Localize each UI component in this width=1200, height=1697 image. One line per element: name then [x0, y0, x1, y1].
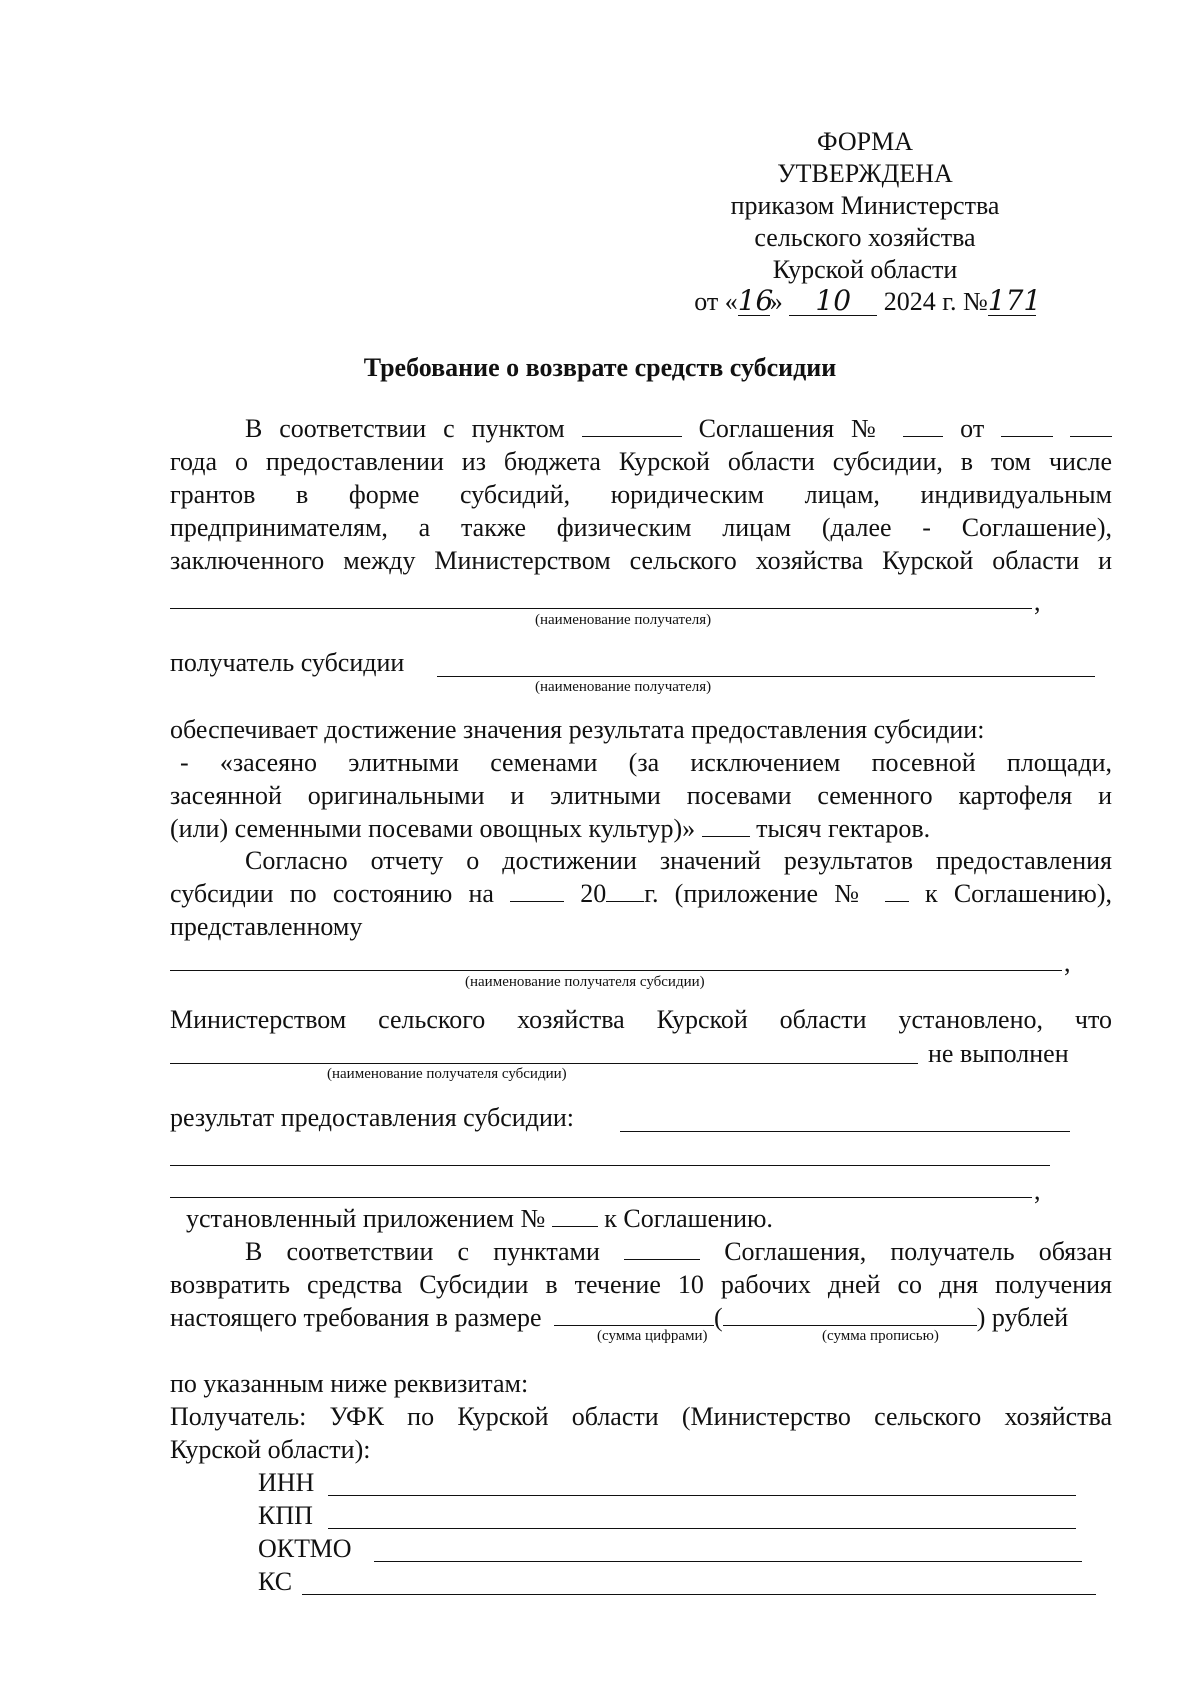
- agreement-date-blank: [1001, 414, 1053, 437]
- result-line-b: [170, 1165, 1050, 1166]
- recipient-name-line: [170, 608, 1032, 609]
- sum-words-blank: [723, 1303, 977, 1326]
- report-line-1: Согласно отчету о достижении значений результатов предоставления: [245, 846, 1112, 875]
- subsidy-recipient-line: [437, 676, 1095, 677]
- appendix-number-blank: [552, 1204, 598, 1227]
- report-line-2: субсидии по состоянию на 20 г. (приложение № к Соглашению),: [170, 879, 1112, 908]
- sum-digits-caption: (сумма цифрами): [597, 1328, 708, 1344]
- refund-line-2: возвратить средства Субсидии в течение 10 рабочих дней со дня получения: [170, 1270, 1112, 1299]
- agreement-number-blank: [903, 414, 943, 437]
- hectares-blank: [702, 814, 750, 837]
- report-line-3: представленному: [170, 912, 363, 941]
- result-line-3: засеянной оригинальными и элитными посевами семенного картофеля и: [170, 781, 1112, 810]
- report-recipient-caption: (наименование получателя субсидии): [465, 974, 705, 990]
- recipient-name-caption: (наименование получателя): [535, 612, 712, 628]
- comma: ,: [1034, 587, 1041, 616]
- handwritten-order-number: 171: [987, 284, 1042, 317]
- paragraph-agreement: [170, 412, 1112, 577]
- result-line-1: обеспечивает достижение значения результата предоставления субсидии:: [170, 715, 985, 744]
- sum-digits-blank: [554, 1303, 714, 1326]
- order-label: приказом Министерства: [730, 191, 1000, 220]
- ministry-label: сельского хозяйства: [754, 223, 976, 252]
- result-line-4: (или) семенными посевами овощных культур)» тысяч гектаров.: [170, 814, 931, 843]
- paragraph-report: [170, 844, 1112, 943]
- finding-recipient-caption: (наименование получателя субсидии): [327, 1066, 567, 1082]
- ks-field-line: [302, 1594, 1096, 1595]
- finding-line-1: Министерством сельского хозяйства Курской области установлено, что: [170, 1005, 1112, 1034]
- inn-label: ИНН: [258, 1468, 315, 1497]
- document-title: Требование о возврате средств субсидии: [363, 353, 837, 382]
- order-date-line: от «16» 10 2024 г. №171: [694, 284, 1042, 317]
- inn-field-line: [328, 1495, 1076, 1496]
- clauses-blank: [624, 1237, 700, 1260]
- sum-words-caption: (сумма прописью): [822, 1328, 939, 1344]
- result-line-c: [170, 1197, 1032, 1198]
- region-label: Курской области: [772, 255, 958, 284]
- paragraph-result: [170, 713, 1112, 845]
- appendix-line: установленный приложением № к Соглашению.: [186, 1204, 773, 1233]
- paragraph-refund: [170, 1235, 1112, 1334]
- not-fulfilled-text: не выполнен: [928, 1039, 1069, 1068]
- handwritten-month: 10: [789, 287, 877, 316]
- form-label: ФОРМА: [817, 127, 913, 156]
- subsidy-recipient-caption: (наименование получателя): [535, 679, 712, 695]
- clause-number-blank: [582, 414, 682, 437]
- agreement-year-blank: [1070, 414, 1112, 437]
- refund-line-3: настоящего требования в размере ( ) рублей: [170, 1303, 1069, 1332]
- agreement-line-5: заключенного между Министерством сельского хозяйства Курской области и: [170, 546, 1112, 575]
- report-recipient-line: [170, 970, 1062, 971]
- ks-label: КС: [258, 1567, 293, 1596]
- agreement-line-2: года о предоставлении из бюджета Курской области субсидии, в том числе: [170, 447, 1112, 476]
- result-label: результат предоставления субсидии:: [170, 1103, 574, 1132]
- result-line-a: [620, 1131, 1070, 1132]
- agreement-line-4: предпринимателям, а также физическим лицам (далее - Соглашение),: [170, 513, 1112, 542]
- refund-line-1: В соответствии с пунктами Соглашения, получатель обязан: [245, 1237, 1112, 1266]
- subsidy-recipient-label: получатель субсидии: [170, 648, 405, 677]
- details-intro: по указанным ниже реквизитам:: [170, 1369, 529, 1398]
- approved-label: УТВЕРЖДЕНА: [777, 159, 953, 188]
- kpp-field-line: [328, 1528, 1076, 1529]
- result-line-2: - «засеяно элитными семенами (за исключением посевной площади,: [180, 748, 1112, 777]
- finding-recipient-line: [170, 1063, 918, 1064]
- oktmo-label: ОКТМО: [258, 1534, 352, 1563]
- payment-details: [170, 1367, 1112, 1466]
- report-date-blank: [510, 879, 564, 902]
- handwritten-day: 16: [737, 284, 774, 317]
- details-recipient-line-2: Курской области):: [170, 1435, 371, 1464]
- report-appendix-blank: [885, 879, 909, 902]
- agreement-line-3: грантов в форме субсидий, юридическим лицам, индивидуальным: [170, 480, 1112, 509]
- paragraph-finding: [170, 1003, 1112, 1036]
- oktmo-field-line: [374, 1561, 1082, 1562]
- comma: ,: [1064, 948, 1071, 977]
- details-recipient-line-1: Получатель: УФК по Курской области (Министерство сельского хозяйства: [170, 1402, 1112, 1431]
- agreement-line-1: В соответствии с пунктом Соглашения № от: [170, 412, 1112, 445]
- approval-header: [660, 126, 1070, 318]
- comma: ,: [1034, 1176, 1041, 1205]
- report-year-blank: [606, 879, 644, 902]
- kpp-label: КПП: [258, 1501, 313, 1530]
